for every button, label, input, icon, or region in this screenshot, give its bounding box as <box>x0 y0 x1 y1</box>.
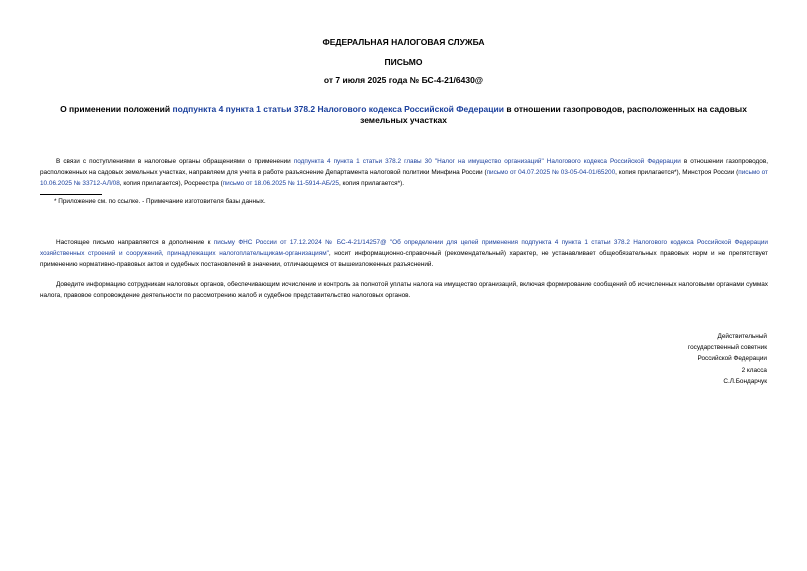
document-date-number: от 7 июля 2025 года № БС-4-21/6430@ <box>323 75 484 85</box>
document-subject <box>40 104 767 126</box>
subject-law-link[interactable]: подпункта 4 пункта 1 статьи 378.2 Налогового кодекса Российской Федерации <box>172 104 504 114</box>
signature-line: 2 класса <box>741 366 767 374</box>
paragraph-1 <box>40 156 768 190</box>
footnote-divider <box>40 194 102 195</box>
signature-line: Российской Федерации <box>697 355 767 363</box>
signatory-name: С.Л.Бондарчук <box>723 377 767 385</box>
signature-line: государственный советник <box>687 344 767 352</box>
paragraph-3 <box>40 279 768 301</box>
tax-code-link[interactable]: подпункта 4 пункта 1 статьи 378.2 главы 30 "Налог на имущество организаций" Налогового кодекса Российской Федерации <box>293 158 681 165</box>
subject-text: О применении положений <box>60 104 173 114</box>
paragraph-2-text: , носит информационно-справочный (рекомендательный) характер, не устанавливает общеобязательных правовых норм и не препятствует применению нормативно-правовых актов и судебных постановлений в значении, отличающемся от вышеизложенных разъяснений. <box>40 250 768 269</box>
paragraph-2-text: Настоящее письмо направляется в дополнение к <box>56 239 214 246</box>
paragraph-1-text: в отношении газопроводов, расположенных на садовых земельных участках, направляем для учета в работе разъяснение Департамента налоговой политики Минфина России ( <box>40 158 768 177</box>
signature-line: Действительный <box>717 333 767 340</box>
paragraph-1-text: В связи с поступлениями в налоговые органы обращениями о применении <box>56 158 294 165</box>
agency-title: ФЕДЕРАЛЬНАЯ НАЛОГОВАЯ СЛУЖБА <box>322 37 485 47</box>
paragraph-1-text: , копия прилагается*). <box>338 180 405 188</box>
paragraph-2 <box>40 237 768 271</box>
document-type: ПИСЬМО <box>384 57 423 67</box>
rosreestr-letter-link[interactable]: письмо от 18.06.2025 № 11-5914-АБ/25 <box>222 180 339 188</box>
paragraph-3-text: Доведите информацию сотрудникам налоговых органов, обеспечивающим исчисление и контроль за полнотой уплаты налога на имущество организаций, включая формирование сообщений об исчисленных налоговыми органами суммах налога, правовое сопровождение деятельности по рассмотрению жалоб и судебное представительство налоговых органов. <box>40 281 768 300</box>
paragraph-1-text: , копия прилагается*), Минстроя России ( <box>615 169 739 177</box>
subject-text-end: в отношении газопроводов, расположенных на садовых земельных участках <box>360 104 747 125</box>
minstroy-letter-link[interactable]: письмо от 10.06.2025 № 33712-АЛ/08 <box>40 169 768 188</box>
paragraph-1-text: , копия прилагается), Росреестра ( <box>119 180 223 188</box>
signature-block <box>688 331 767 387</box>
footnote: * Приложение см. по ссылке. - Примечание изготовителя базы данных. <box>54 198 266 205</box>
minfin-letter-link[interactable]: письмо от 04.07.2025 № 03-05-04-01/65200 <box>486 169 616 177</box>
fns-letter-link[interactable]: письму ФНС России от 17.12.2024 № БС-4-21/14257@ "Об определении для целей применения подпункта 4 пункта 1 статьи 378.2 Налогового кодекса Российской Федерации хозяйственных строений и сооружений, принадлежащих налогоплательщикам-организациям" <box>40 239 768 258</box>
